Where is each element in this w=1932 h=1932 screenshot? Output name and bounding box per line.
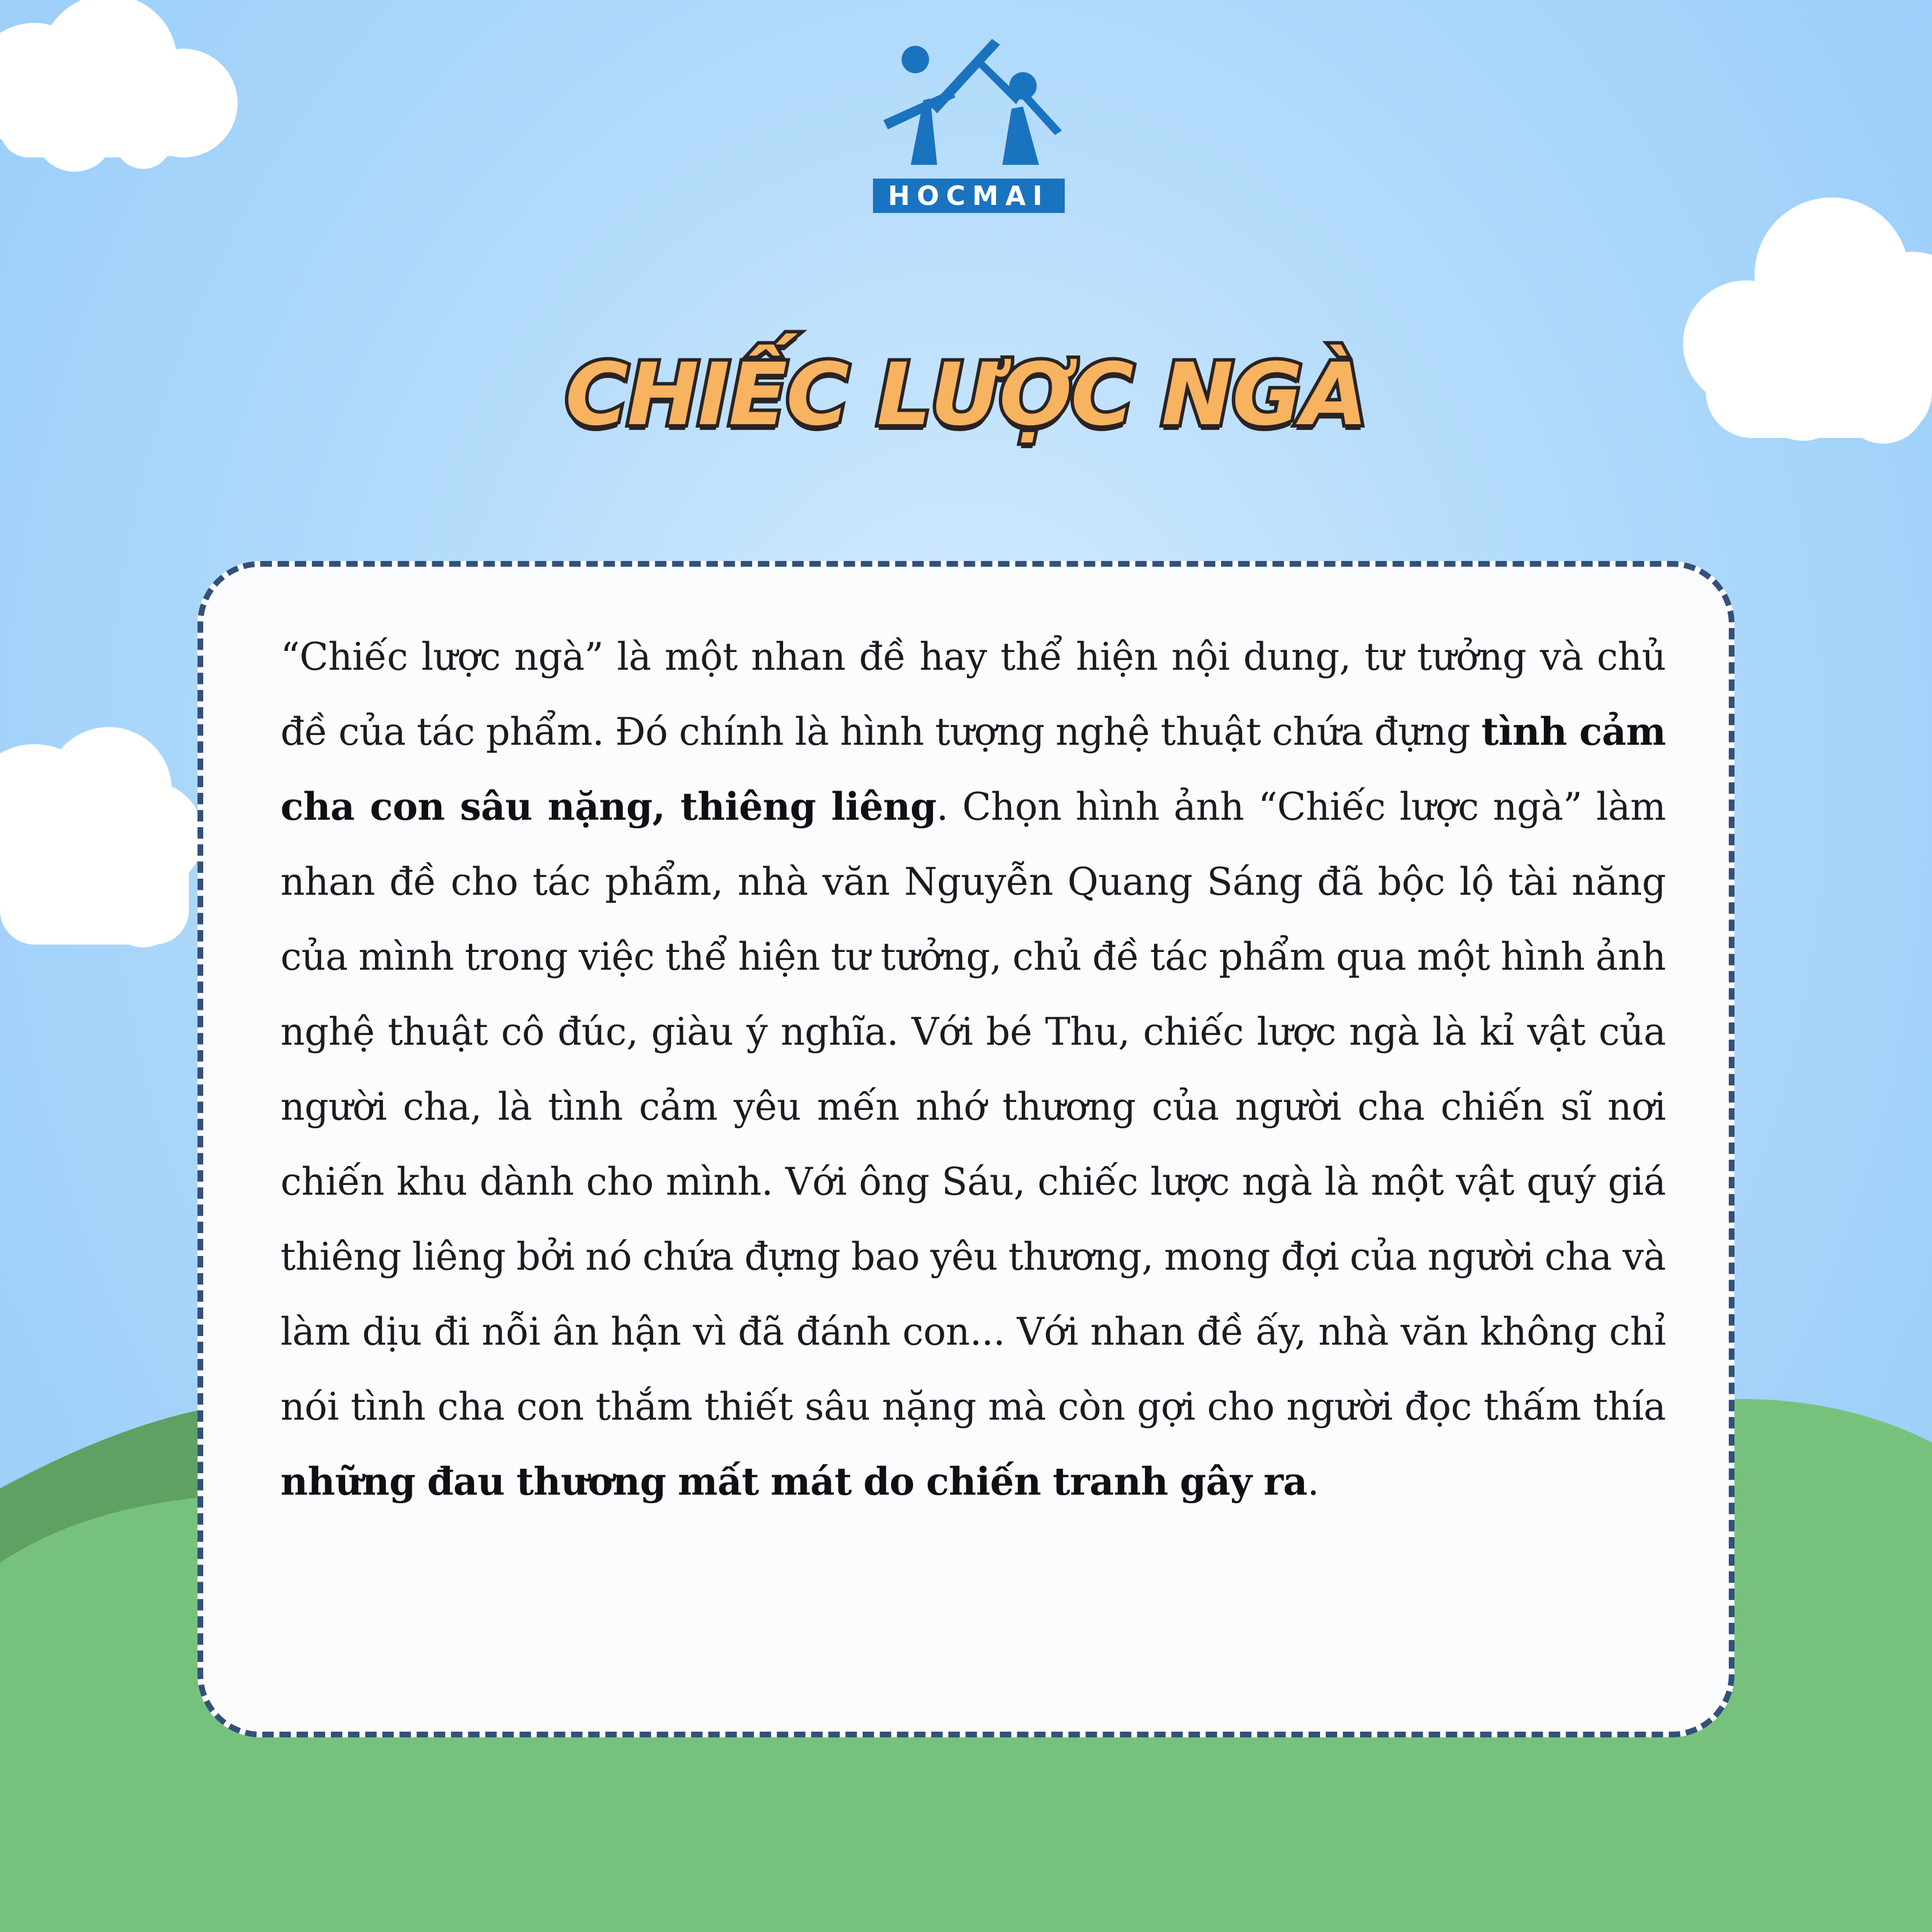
- paragraph-text-1: “Chiếc lược ngà” là một nhan đề hay thể hiện nội dung, tư tưởng và chủ đề của tác phẩm. Đó chính là hình tượng nghệ thuật chứa đựng: [280, 635, 1666, 754]
- paragraph-text-2: . Chọn hình ảnh “Chiếc lược ngà” làm nhan đề cho tác phẩm, nhà văn Nguyễn Quang Sáng đã bộc lộ tài năng của mình trong việc thể hiện tư tưởng, chủ đề tác phẩm qua một hình ảnh nghệ thuật cô đúc, giàu ý nghĩa. Với bé Thu, chiếc lược ngà là kỉ vật của người cha, là tình cảm yêu mến nhớ thương của người cha chiến sĩ nơi chiến khu dành cho mình. Với ông Sáu, chiếc lược ngà là một vật quý giá thiêng liêng bởi nó chứa đựng bao yêu thương, mong đợi của người cha và làm dịu đi nỗi ân hận vì đã đánh con... Với nhan đề ấy, nhà văn không chỉ nói tình cha con thắm thiết sâu nặng mà còn gợi cho người đọc thấm thía: [280, 785, 1666, 1429]
- paragraph-text-3: .: [1307, 1460, 1319, 1504]
- grass-ground: [0, 1717, 1932, 1932]
- page-title: CHIẾC LƯỢC NGÀ: [565, 345, 1367, 445]
- cloud-left-mid: [0, 727, 203, 947]
- logo-label: HOCMAI: [888, 180, 1049, 211]
- paragraph-bold-1: tình cảm cha con sâu nặng, thiêng liêng: [280, 709, 1666, 829]
- content-card: [197, 561, 1735, 1737]
- paragraph-bold-2: những đau thương mất mát do chiến tranh gây ra: [280, 1459, 1307, 1504]
- card-paragraph: [280, 619, 1666, 1519]
- cloud-top-left: [0, 0, 238, 172]
- hocmai-logo: [873, 34, 1065, 218]
